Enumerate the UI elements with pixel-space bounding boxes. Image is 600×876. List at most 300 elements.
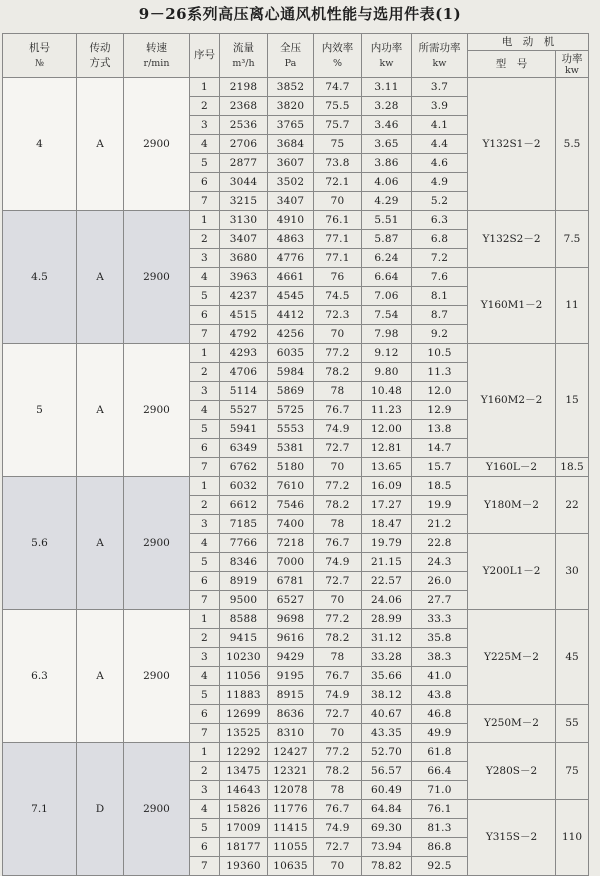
seq-cell: 4 bbox=[190, 401, 220, 420]
flow-cell: 3130 bbox=[220, 211, 268, 230]
motor-power-cell: 55 bbox=[556, 705, 589, 743]
inner-power-cell: 40.67 bbox=[362, 705, 412, 724]
efficiency-cell: 74.9 bbox=[314, 819, 362, 838]
header-machine-no: 机号 № bbox=[3, 34, 77, 78]
motor-model-cell: Y160M1－2 bbox=[468, 268, 556, 344]
required-power-cell: 8.1 bbox=[412, 287, 468, 306]
machine-no-cell: 7.1 bbox=[3, 743, 77, 876]
inner-power-cell: 31.12 bbox=[362, 629, 412, 648]
required-power-cell: 26.0 bbox=[412, 572, 468, 591]
seq-cell: 2 bbox=[190, 230, 220, 249]
flow-cell: 2706 bbox=[220, 135, 268, 154]
inner-power-cell: 7.98 bbox=[362, 325, 412, 344]
required-power-cell: 22.8 bbox=[412, 534, 468, 553]
required-power-cell: 11.3 bbox=[412, 363, 468, 382]
efficiency-cell: 72.7 bbox=[314, 439, 362, 458]
pressure-cell: 3852 bbox=[268, 78, 314, 97]
pressure-cell: 5180 bbox=[268, 458, 314, 477]
machine-no-cell: 5 bbox=[3, 344, 77, 477]
efficiency-cell: 74.9 bbox=[314, 553, 362, 572]
required-power-cell: 71.0 bbox=[412, 781, 468, 800]
inner-power-cell: 5.87 bbox=[362, 230, 412, 249]
required-power-cell: 15.7 bbox=[412, 458, 468, 477]
inner-power-cell: 3.46 bbox=[362, 116, 412, 135]
seq-cell: 7 bbox=[190, 458, 220, 477]
seq-cell: 2 bbox=[190, 496, 220, 515]
inner-power-cell: 64.84 bbox=[362, 800, 412, 819]
flow-cell: 11883 bbox=[220, 686, 268, 705]
drive-cell: A bbox=[77, 610, 124, 743]
required-power-cell: 4.6 bbox=[412, 154, 468, 173]
inner-power-cell: 52.70 bbox=[362, 743, 412, 762]
required-power-cell: 14.7 bbox=[412, 439, 468, 458]
efficiency-cell: 76.7 bbox=[314, 800, 362, 819]
pressure-cell: 3820 bbox=[268, 97, 314, 116]
flow-cell: 2536 bbox=[220, 116, 268, 135]
flow-cell: 12292 bbox=[220, 743, 268, 762]
inner-power-cell: 18.47 bbox=[362, 515, 412, 534]
pressure-cell: 9429 bbox=[268, 648, 314, 667]
efficiency-cell: 70 bbox=[314, 857, 362, 876]
flow-cell: 4706 bbox=[220, 363, 268, 382]
flow-cell: 10230 bbox=[220, 648, 268, 667]
inner-power-cell: 4.06 bbox=[362, 173, 412, 192]
required-power-cell: 19.9 bbox=[412, 496, 468, 515]
inner-power-cell: 9.80 bbox=[362, 363, 412, 382]
pressure-cell: 4910 bbox=[268, 211, 314, 230]
required-power-cell: 8.7 bbox=[412, 306, 468, 325]
pressure-cell: 10635 bbox=[268, 857, 314, 876]
required-power-cell: 10.5 bbox=[412, 344, 468, 363]
inner-power-cell: 11.23 bbox=[362, 401, 412, 420]
seq-cell: 6 bbox=[190, 173, 220, 192]
inner-power-cell: 12.81 bbox=[362, 439, 412, 458]
table-row bbox=[3, 743, 589, 762]
speed-cell: 2900 bbox=[124, 211, 190, 344]
pressure-cell: 7000 bbox=[268, 553, 314, 572]
seq-cell: 2 bbox=[190, 762, 220, 781]
pressure-cell: 9698 bbox=[268, 610, 314, 629]
inner-power-cell: 4.29 bbox=[362, 192, 412, 211]
efficiency-cell: 76.7 bbox=[314, 667, 362, 686]
seq-cell: 2 bbox=[190, 363, 220, 382]
pressure-cell: 5725 bbox=[268, 401, 314, 420]
table-row bbox=[3, 610, 589, 629]
required-power-cell: 21.2 bbox=[412, 515, 468, 534]
header-motor: 电 动 机 bbox=[468, 34, 589, 51]
pressure-cell: 6781 bbox=[268, 572, 314, 591]
seq-cell: 5 bbox=[190, 819, 220, 838]
seq-cell: 4 bbox=[190, 534, 220, 553]
pressure-cell: 8915 bbox=[268, 686, 314, 705]
pressure-cell: 5553 bbox=[268, 420, 314, 439]
motor-model-cell: Y160L－2 bbox=[468, 458, 556, 477]
inner-power-cell: 28.99 bbox=[362, 610, 412, 629]
efficiency-cell: 78 bbox=[314, 781, 362, 800]
flow-cell: 7766 bbox=[220, 534, 268, 553]
motor-model-cell: Y200L1－2 bbox=[468, 534, 556, 610]
efficiency-cell: 72.1 bbox=[314, 173, 362, 192]
seq-cell: 2 bbox=[190, 97, 220, 116]
seq-cell: 5 bbox=[190, 154, 220, 173]
efficiency-cell: 78 bbox=[314, 648, 362, 667]
pressure-cell: 6527 bbox=[268, 591, 314, 610]
speed-cell: 2900 bbox=[124, 344, 190, 477]
seq-cell: 5 bbox=[190, 553, 220, 572]
efficiency-cell: 72.7 bbox=[314, 705, 362, 724]
flow-cell: 4293 bbox=[220, 344, 268, 363]
seq-cell: 7 bbox=[190, 325, 220, 344]
seq-cell: 6 bbox=[190, 439, 220, 458]
drive-cell: D bbox=[77, 743, 124, 876]
pressure-cell: 5869 bbox=[268, 382, 314, 401]
motor-power-cell: 110 bbox=[556, 800, 589, 876]
flow-cell: 2198 bbox=[220, 78, 268, 97]
pressure-cell: 8310 bbox=[268, 724, 314, 743]
seq-cell: 7 bbox=[190, 591, 220, 610]
inner-power-cell: 6.64 bbox=[362, 268, 412, 287]
seq-cell: 5 bbox=[190, 287, 220, 306]
pressure-cell: 3607 bbox=[268, 154, 314, 173]
inner-power-cell: 17.27 bbox=[362, 496, 412, 515]
motor-power-cell: 11 bbox=[556, 268, 589, 344]
required-power-cell: 27.7 bbox=[412, 591, 468, 610]
required-power-cell: 7.2 bbox=[412, 249, 468, 268]
efficiency-cell: 77.1 bbox=[314, 230, 362, 249]
efficiency-cell: 75.7 bbox=[314, 116, 362, 135]
inner-power-cell: 33.28 bbox=[362, 648, 412, 667]
table-row bbox=[3, 344, 589, 363]
required-power-cell: 12.9 bbox=[412, 401, 468, 420]
required-power-cell: 6.3 bbox=[412, 211, 468, 230]
efficiency-cell: 74.7 bbox=[314, 78, 362, 97]
seq-cell: 1 bbox=[190, 743, 220, 762]
flow-cell: 3215 bbox=[220, 192, 268, 211]
pressure-cell: 4412 bbox=[268, 306, 314, 325]
efficiency-cell: 78 bbox=[314, 382, 362, 401]
flow-cell: 8588 bbox=[220, 610, 268, 629]
seq-cell: 6 bbox=[190, 306, 220, 325]
inner-power-cell: 38.12 bbox=[362, 686, 412, 705]
required-power-cell: 7.6 bbox=[412, 268, 468, 287]
efficiency-cell: 78 bbox=[314, 515, 362, 534]
pressure-cell: 6035 bbox=[268, 344, 314, 363]
seq-cell: 4 bbox=[190, 135, 220, 154]
efficiency-cell: 74.9 bbox=[314, 420, 362, 439]
flow-cell: 8346 bbox=[220, 553, 268, 572]
header-required-power: 所需功率 kw bbox=[412, 34, 468, 78]
seq-cell: 1 bbox=[190, 344, 220, 363]
efficiency-cell: 77.2 bbox=[314, 610, 362, 629]
inner-power-cell: 5.51 bbox=[362, 211, 412, 230]
seq-cell: 3 bbox=[190, 781, 220, 800]
header-pressure: 全压 Pa bbox=[268, 34, 314, 78]
pressure-cell: 12321 bbox=[268, 762, 314, 781]
motor-power-cell: 7.5 bbox=[556, 211, 589, 268]
pressure-cell: 3502 bbox=[268, 173, 314, 192]
inner-power-cell: 35.66 bbox=[362, 667, 412, 686]
required-power-cell: 4.9 bbox=[412, 173, 468, 192]
efficiency-cell: 75 bbox=[314, 135, 362, 154]
table-body bbox=[3, 78, 589, 876]
drive-cell: A bbox=[77, 78, 124, 211]
table-row bbox=[3, 211, 589, 230]
inner-power-cell: 13.65 bbox=[362, 458, 412, 477]
inner-power-cell: 43.35 bbox=[362, 724, 412, 743]
speed-cell: 2900 bbox=[124, 610, 190, 743]
flow-cell: 8919 bbox=[220, 572, 268, 591]
flow-cell: 5114 bbox=[220, 382, 268, 401]
required-power-cell: 49.9 bbox=[412, 724, 468, 743]
pressure-cell: 8636 bbox=[268, 705, 314, 724]
header-motor-power: 功率 kw bbox=[556, 51, 589, 78]
pressure-cell: 7400 bbox=[268, 515, 314, 534]
flow-cell: 4792 bbox=[220, 325, 268, 344]
required-power-cell: 3.9 bbox=[412, 97, 468, 116]
pressure-cell: 7610 bbox=[268, 477, 314, 496]
efficiency-cell: 76 bbox=[314, 268, 362, 287]
pressure-cell: 9616 bbox=[268, 629, 314, 648]
inner-power-cell: 56.57 bbox=[362, 762, 412, 781]
flow-cell: 17009 bbox=[220, 819, 268, 838]
inner-power-cell: 6.24 bbox=[362, 249, 412, 268]
seq-cell: 5 bbox=[190, 686, 220, 705]
flow-cell: 2368 bbox=[220, 97, 268, 116]
efficiency-cell: 78.2 bbox=[314, 496, 362, 515]
seq-cell: 3 bbox=[190, 648, 220, 667]
inner-power-cell: 12.00 bbox=[362, 420, 412, 439]
efficiency-cell: 70 bbox=[314, 724, 362, 743]
required-power-cell: 18.5 bbox=[412, 477, 468, 496]
flow-cell: 9500 bbox=[220, 591, 268, 610]
seq-cell: 3 bbox=[190, 249, 220, 268]
efficiency-cell: 77.1 bbox=[314, 249, 362, 268]
efficiency-cell: 72.7 bbox=[314, 572, 362, 591]
inner-power-cell: 10.48 bbox=[362, 382, 412, 401]
efficiency-cell: 78.2 bbox=[314, 629, 362, 648]
flow-cell: 4237 bbox=[220, 287, 268, 306]
seq-cell: 1 bbox=[190, 610, 220, 629]
required-power-cell: 4.4 bbox=[412, 135, 468, 154]
inner-power-cell: 78.82 bbox=[362, 857, 412, 876]
motor-power-cell: 30 bbox=[556, 534, 589, 610]
pressure-cell: 12427 bbox=[268, 743, 314, 762]
drive-cell: A bbox=[77, 477, 124, 610]
efficiency-cell: 73.8 bbox=[314, 154, 362, 173]
seq-cell: 2 bbox=[190, 629, 220, 648]
header-motor-model: 型 号 bbox=[468, 51, 556, 78]
efficiency-cell: 72.3 bbox=[314, 306, 362, 325]
pressure-cell: 7546 bbox=[268, 496, 314, 515]
flow-cell: 12699 bbox=[220, 705, 268, 724]
efficiency-cell: 70 bbox=[314, 325, 362, 344]
motor-model-cell: Y280S－2 bbox=[468, 743, 556, 800]
machine-no-cell: 4.5 bbox=[3, 211, 77, 344]
required-power-cell: 35.8 bbox=[412, 629, 468, 648]
required-power-cell: 6.8 bbox=[412, 230, 468, 249]
motor-model-cell: Y315S－2 bbox=[468, 800, 556, 876]
inner-power-cell: 24.06 bbox=[362, 591, 412, 610]
flow-cell: 5527 bbox=[220, 401, 268, 420]
motor-power-cell: 18.5 bbox=[556, 458, 589, 477]
seq-cell: 6 bbox=[190, 705, 220, 724]
efficiency-cell: 77.2 bbox=[314, 743, 362, 762]
required-power-cell: 92.5 bbox=[412, 857, 468, 876]
inner-power-cell: 7.06 bbox=[362, 287, 412, 306]
flow-cell: 7185 bbox=[220, 515, 268, 534]
flow-cell: 6762 bbox=[220, 458, 268, 477]
efficiency-cell: 77.2 bbox=[314, 344, 362, 363]
efficiency-cell: 70 bbox=[314, 192, 362, 211]
required-power-cell: 12.0 bbox=[412, 382, 468, 401]
pressure-cell: 4776 bbox=[268, 249, 314, 268]
seq-cell: 1 bbox=[190, 211, 220, 230]
efficiency-cell: 78.2 bbox=[314, 762, 362, 781]
efficiency-cell: 78.2 bbox=[314, 363, 362, 382]
pressure-cell: 3684 bbox=[268, 135, 314, 154]
flow-cell: 15826 bbox=[220, 800, 268, 819]
flow-cell: 6612 bbox=[220, 496, 268, 515]
efficiency-cell: 76.7 bbox=[314, 534, 362, 553]
drive-cell: A bbox=[77, 344, 124, 477]
required-power-cell: 41.0 bbox=[412, 667, 468, 686]
flow-cell: 19360 bbox=[220, 857, 268, 876]
motor-power-cell: 15 bbox=[556, 344, 589, 458]
seq-cell: 7 bbox=[190, 192, 220, 211]
efficiency-cell: 77.2 bbox=[314, 477, 362, 496]
header-inner-power: 内功率 kw bbox=[362, 34, 412, 78]
required-power-cell: 24.3 bbox=[412, 553, 468, 572]
inner-power-cell: 73.94 bbox=[362, 838, 412, 857]
speed-cell: 2900 bbox=[124, 743, 190, 876]
table-row bbox=[3, 78, 589, 97]
inner-power-cell: 7.54 bbox=[362, 306, 412, 325]
inner-power-cell: 60.49 bbox=[362, 781, 412, 800]
seq-cell: 6 bbox=[190, 572, 220, 591]
seq-cell: 3 bbox=[190, 116, 220, 135]
inner-power-cell: 69.30 bbox=[362, 819, 412, 838]
inner-power-cell: 16.09 bbox=[362, 477, 412, 496]
inner-power-cell: 3.28 bbox=[362, 97, 412, 116]
required-power-cell: 61.8 bbox=[412, 743, 468, 762]
required-power-cell: 4.1 bbox=[412, 116, 468, 135]
flow-cell: 14643 bbox=[220, 781, 268, 800]
required-power-cell: 38.3 bbox=[412, 648, 468, 667]
motor-power-cell: 5.5 bbox=[556, 78, 589, 211]
motor-model-cell: Y180M－2 bbox=[468, 477, 556, 534]
pressure-cell: 5984 bbox=[268, 363, 314, 382]
seq-cell: 4 bbox=[190, 268, 220, 287]
inner-power-cell: 21.15 bbox=[362, 553, 412, 572]
efficiency-cell: 74.9 bbox=[314, 686, 362, 705]
inner-power-cell: 22.57 bbox=[362, 572, 412, 591]
flow-cell: 6349 bbox=[220, 439, 268, 458]
flow-cell: 3680 bbox=[220, 249, 268, 268]
required-power-cell: 66.4 bbox=[412, 762, 468, 781]
pressure-cell: 11415 bbox=[268, 819, 314, 838]
header-flow: 流量 m³/h bbox=[220, 34, 268, 78]
motor-model-cell: Y132S1－2 bbox=[468, 78, 556, 211]
pressure-cell: 4661 bbox=[268, 268, 314, 287]
efficiency-cell: 75.5 bbox=[314, 97, 362, 116]
drive-cell: A bbox=[77, 211, 124, 344]
seq-cell: 1 bbox=[190, 477, 220, 496]
motor-power-cell: 75 bbox=[556, 743, 589, 800]
efficiency-cell: 74.5 bbox=[314, 287, 362, 306]
motor-model-cell: Y132S2－2 bbox=[468, 211, 556, 268]
flow-cell: 2877 bbox=[220, 154, 268, 173]
seq-cell: 5 bbox=[190, 420, 220, 439]
inner-power-cell: 3.65 bbox=[362, 135, 412, 154]
efficiency-cell: 70 bbox=[314, 591, 362, 610]
motor-model-cell: Y225M－2 bbox=[468, 610, 556, 705]
pressure-cell: 11776 bbox=[268, 800, 314, 819]
required-power-cell: 33.3 bbox=[412, 610, 468, 629]
pressure-cell: 9195 bbox=[268, 667, 314, 686]
header-drive: 传动 方式 bbox=[77, 34, 124, 78]
flow-cell: 11056 bbox=[220, 667, 268, 686]
pressure-cell: 12078 bbox=[268, 781, 314, 800]
speed-cell: 2900 bbox=[124, 78, 190, 211]
flow-cell: 9415 bbox=[220, 629, 268, 648]
efficiency-cell: 70 bbox=[314, 458, 362, 477]
fan-performance-table bbox=[2, 33, 589, 876]
pressure-cell: 5381 bbox=[268, 439, 314, 458]
seq-cell: 4 bbox=[190, 800, 220, 819]
table-title: 9－26系列高压离心通风机性能与选用件表(1) bbox=[138, 5, 462, 23]
required-power-cell: 5.2 bbox=[412, 192, 468, 211]
header-seq: 序号 bbox=[190, 34, 220, 78]
required-power-cell: 46.8 bbox=[412, 705, 468, 724]
pressure-cell: 4863 bbox=[268, 230, 314, 249]
machine-no-cell: 5.6 bbox=[3, 477, 77, 610]
inner-power-cell: 3.86 bbox=[362, 154, 412, 173]
pressure-cell: 3407 bbox=[268, 192, 314, 211]
required-power-cell: 9.2 bbox=[412, 325, 468, 344]
flow-cell: 3407 bbox=[220, 230, 268, 249]
efficiency-cell: 76.7 bbox=[314, 401, 362, 420]
pressure-cell: 3765 bbox=[268, 116, 314, 135]
seq-cell: 1 bbox=[190, 78, 220, 97]
required-power-cell: 86.8 bbox=[412, 838, 468, 857]
flow-cell: 3044 bbox=[220, 173, 268, 192]
flow-cell: 5941 bbox=[220, 420, 268, 439]
efficiency-cell: 72.7 bbox=[314, 838, 362, 857]
pressure-cell: 4256 bbox=[268, 325, 314, 344]
motor-power-cell: 22 bbox=[556, 477, 589, 534]
pressure-cell: 7218 bbox=[268, 534, 314, 553]
motor-model-cell: Y160M2－2 bbox=[468, 344, 556, 458]
seq-cell: 3 bbox=[190, 515, 220, 534]
inner-power-cell: 19.79 bbox=[362, 534, 412, 553]
flow-cell: 18177 bbox=[220, 838, 268, 857]
seq-cell: 3 bbox=[190, 382, 220, 401]
required-power-cell: 13.8 bbox=[412, 420, 468, 439]
required-power-cell: 3.7 bbox=[412, 78, 468, 97]
speed-cell: 2900 bbox=[124, 477, 190, 610]
flow-cell: 3963 bbox=[220, 268, 268, 287]
flow-cell: 6032 bbox=[220, 477, 268, 496]
pressure-cell: 4545 bbox=[268, 287, 314, 306]
efficiency-cell: 76.1 bbox=[314, 211, 362, 230]
header-speed: 转速 r/min bbox=[124, 34, 190, 78]
table-row bbox=[3, 477, 589, 496]
motor-model-cell: Y250M－2 bbox=[468, 705, 556, 743]
inner-power-cell: 9.12 bbox=[362, 344, 412, 363]
machine-no-cell: 4 bbox=[3, 78, 77, 211]
seq-cell: 7 bbox=[190, 857, 220, 876]
seq-cell: 4 bbox=[190, 667, 220, 686]
